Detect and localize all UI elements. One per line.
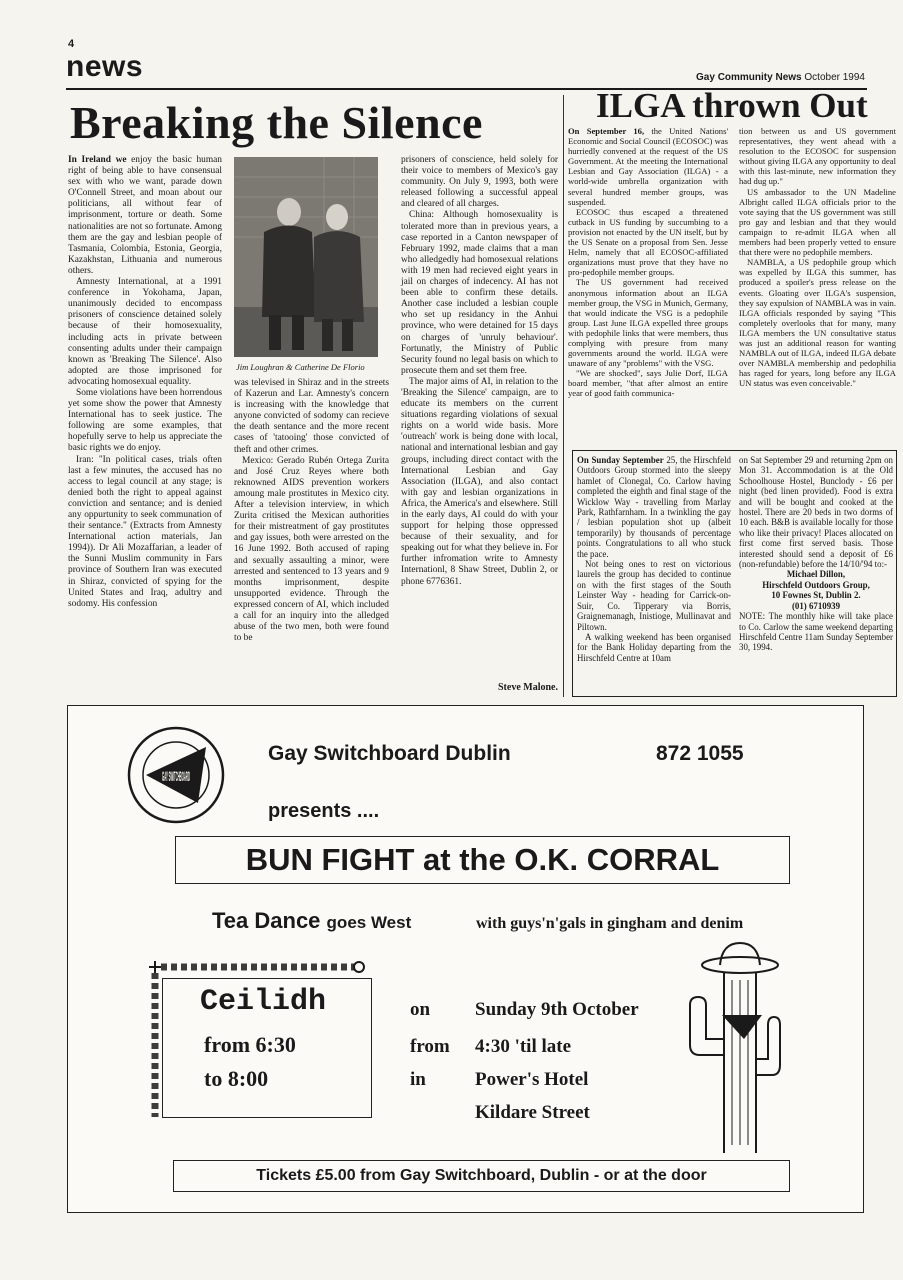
ad-phone-number: 872 1055 [656, 742, 744, 765]
ad-date: Sunday 9th October [475, 999, 639, 1020]
article1-column-1 [68, 155, 222, 695]
article2-lead: On September 16, [568, 126, 645, 136]
article1-byline: Steve Malone. [498, 682, 558, 693]
article3-p2: Not being ones to rest on victorious laurels the group has decided to continue on with the first stages of the South Leinster Way - heading for Carrick-on-Suir, Co. Tipperary via Borris, Graignemanagh, Inistioge, Mullinavat and Piltown. [577, 559, 731, 632]
article2-column-1 [568, 126, 728, 446]
publication-name: Gay Community News [696, 72, 802, 83]
article1-p9: The major aims of AI, in relation to the 'Breaking the Silence' campaign, are to educate its members on the current situations regarding violations of sexual rights on a world wide basis. More 'outreach' work is being done with local, national and international lesbian and gay groups, including direct contact with the International Lesbian and Gay Association (ILGA), and also contact with gay and lesbian organizations in Africa, the America's and elsewhere. Still in the early days, AI could do with your support for helping those oppressed because of their sexuality, and for speaking out for what they believe in. For further infromation write to Amnesty Internationl, 8 Shaw Street, Dublin 2, or phone 6776361. [401, 376, 558, 587]
section-title: news [66, 50, 144, 83]
article3-p3: A walking weekend has been organised for the Bank Holiday departing from the Hirschfeld Centre at 10am [577, 631, 731, 663]
ad-tea-dance [212, 908, 411, 934]
ad-from: from [410, 1036, 450, 1057]
headline-ilga-thrown-out: ILGA thrown Out [596, 86, 868, 125]
ad-goes-west: goes West [326, 913, 412, 932]
page-number: 4 [68, 38, 75, 50]
ad-tea-dance-label: Tea Dance [212, 908, 321, 933]
ad-tickets: Tickets £5.00 from Gay Switchboard, Dublin - or at the door [173, 1160, 790, 1192]
article1-lead: In Ireland we [68, 155, 127, 165]
photo-caption: Jim Loughran & Catherine De Florio [236, 362, 365, 372]
article1-p2: Amnesty International, at a 1991 conference in Yokohama, Japan, unanimously decided to encompass prisoners of conscience detained solely because of their homosexuality, including acts in private between consenting adults under their campaign known as 'Breaking The Silence'. Also adopted are those imprisoned for advocating homosexual equality. [68, 277, 222, 387]
photo-two-people [234, 157, 378, 357]
headline-breaking-the-silence: Breaking the Silence [70, 97, 483, 148]
article3-column-2 [739, 455, 893, 693]
article3-column-1 [577, 455, 731, 693]
article1-p3: Some violations have been horrendous yet some show the power that Amnesty International has to seek justice. The following are some examples, that hopefully serve to help us appreciate the basic rights we do enjoy. [68, 387, 222, 454]
logo-text: GAY SWITCHBOARD [162, 768, 190, 784]
contact-address: 10 Fownes St, Dublin 2. [771, 590, 861, 601]
ad-tagline: with guys'n'gals in gingham and denim [476, 915, 744, 932]
ad-ceilidh: Ceilidh [200, 985, 327, 1019]
article3-note: NOTE: The monthly hike will take place to Co. Carlow the same weekend departing Hirschfeld Centre 11am Sunday September 30, 1994. [739, 611, 893, 653]
publication-masthead [696, 72, 865, 83]
article2-p3: The US government had received anonymous information about an ILGA member group, the VSG in Munich, Germany, that would indicate the VSG is a pedophile group. Last June ILGA expelled three groups with pedophile links that were members, thus complying with presure from many governments around the world. ILGA were unaware of any "problems" with the VSG. [568, 277, 728, 369]
ad-on: on [410, 999, 431, 1020]
article2-column-2 [739, 126, 896, 446]
article2-p1: the United Nations' Economic and Social Council (ECOSOC) was hurriedly convened at the request of the US Government. At the meeting the International Lesbian and Gay Association (ILGA) - a world-wide umbrella organization with several hundred member groups, was suspended. [568, 126, 729, 207]
article3-p4: on Sat September 29 and returning 2pm on Mon 31. Accommodation is at the Old Schoolhouse Hostel, Bunclody - £6 per night (bed linen provided). Food is extra and will be bought and cooked at the hostel. There are 20 beds in two dorms of 10 each. B&B is available locally for those who like their privacy! Places allocated on first come first served basis. Those interested should send a deposit of £6 (non-refundable) before the 14/10/'94 to:- [739, 455, 893, 570]
article1-p1: enjoy the basic human right of being able to have consensual sex with who we want, parade down O'Connell Street, and moan about our politicians, all without fear of imprisonment, torture or death. Some nationalities are not so fortunate. Among them are the gay and lesbian people of Tasmania, Colombia, Estonia, Georgia, Kazakhstan, Lithuania and numerous others. [68, 155, 222, 276]
article1-p7: prisoners of conscience, held solely for their voice to members of Mexico's gay community. On July 9, 1993, both were released following a successful appeal and cleared of all charges. [401, 155, 558, 210]
issue-date: October 1994 [804, 72, 865, 83]
ad-ceilidh-to: to 8:00 [204, 1066, 269, 1091]
article1-p6: Mexico: Gerado Rubén Ortega Zurita and José Cruz Reyes where both reknowned AIDS prevention workers amoung male prostitutes in Mexico city. After a television interview, in which Zurita critised the Mexican authorities for their mistreatment of gay prostitutes and gay issues, both were arrested on the 16 June 1992. Both accused of raping and sexually assaulting a minor, were arrested and sentenced to 13 years and 9 months imprisonment, despite unsupported evidence. Through the expressed concern of AI, which included a call for an inquiry into the alledged abuse of the two men, both were found to be [234, 455, 389, 644]
article3-lead: On Sunday September [577, 455, 664, 465]
ad-street: Kildare Street [475, 1102, 590, 1123]
article2-p7: NAMBLA, a US pedophile group which was expelled by ILGA this summer, has produced a spoiler's press release on the events. Gloating over ILGA's suspension, they say expulsion of NAMBLA was in vain. ILGA officials responded by saying "This completely overlooks that for many, many ILGA members the UN consultative status was just an additional reason for wanting NAMBLA out of ILGA, indeed ILGA debate over NAMBLA membership and pedophilia has raged for years, long before any ILGA UN status was even conceivable." [739, 257, 896, 389]
article2-p2: ECOSOC thus escaped a threatened cutback in US funding by succumbing to a provision not enacted by the UN itself, but by the US Senate on a proposal from Sen. Jesse Helm, namely that all ECOSOC-affiliated organizations must prove that they have no pro-pedophile member groups. [568, 206, 728, 278]
ad-presents: presents .... [268, 800, 380, 822]
ad-organisation: Gay Switchboard Dublin [268, 742, 511, 765]
article1-column-2 [234, 378, 389, 696]
article1-p5: was televised in Shiraz and in the streets of Kazerun and Lar. Amnesty's concern is increasing with the knowledge that anyone convicted of sodomy can recieve the death sentance and the more recent cases of 'tatooing' those convicted of theft and other crimes. [234, 378, 389, 455]
article2-p4: "We are shocked", says Julie Dorf, ILGA board member, "that after almost an entire year of good faith communica- [568, 368, 728, 399]
ad-event-title: BUN FIGHT at the O.K. CORRAL [175, 836, 790, 884]
ad-in: in [410, 1069, 426, 1090]
article1-p8: China: Although homosexuality is tolerated more than in previous years, a case reported in a Canton newspaper of February 1992, made claims that a man who alledgedly had homosexual relations with 19 men had recieved eight years in jail on charges of indecency. AI has not been able to confirm these details. Another case included a lesbian couple who set up residancy in the Anhui province, who were detained for 15 days on charges of 'unruly behaviour'. Fortunatly, the Ministry of Public Security found no legal basis on which to prosecute them and set them free. [401, 210, 558, 376]
gay-switchboard-logo [126, 725, 226, 825]
article3-p1: 25, the Hirschfeld Outdoors Group stormed into the sleepy hamlet of Clonegal, Co. Carlow having completed the eighth and final stage of the Wicklow Way - travelling from Marlay Park, Rathfarnham. In a twinkling the gay / lesbian population shot up (albeit temporarily) by thousands of percentage points. Congratulations to all who stuck the pace. [577, 455, 731, 559]
cactus-cowboy-icon [680, 935, 786, 1155]
ad-venue: Power's Hotel [475, 1069, 589, 1090]
article1-column-3 [401, 155, 558, 695]
article2-p5: tion between us and US government representatives, they went ahead with a resolution to the ECOSOC for suspension without giving ILGA any opportunity to deal with this last-minute, new information they had dug up." [739, 126, 896, 187]
ad-ceilidh-from: from 6:30 [204, 1032, 296, 1057]
contact-phone: (01) 6710939 [791, 600, 841, 611]
column-divider [563, 95, 564, 697]
article1-p4: Iran: "In political cases, trials often last a few minutes, the accused has no access to legal council at any stage; is denied both the right to appeal against conviction and sentance; and is denied any oppurtunity to seek communation of their sentance." (Extracts from Amnesty International action materials, Jan 1994)). Dr Ali Mozaffarian, a leader of the Sunni Muslim community in Fars province of Southern Iran was executed in Shiraz, convicted of spying for the United States and Iraq, adultry and sodomy. His confession [68, 454, 222, 609]
article2-p6: US ambassador to the UN Madeline Albright called ILGA officials prior to the vote saying that the US government was still pro gay and lesbian and that they would campaign to re-admit ILGA when all members had been properly vetted to ensure that there were no pedophile members. [739, 186, 896, 258]
contact-org: Hirschfeld Outdoors Group, [762, 579, 870, 590]
ad-time: 4:30 'til late [475, 1036, 572, 1057]
contact-name: Michael Dillon, [786, 569, 846, 580]
